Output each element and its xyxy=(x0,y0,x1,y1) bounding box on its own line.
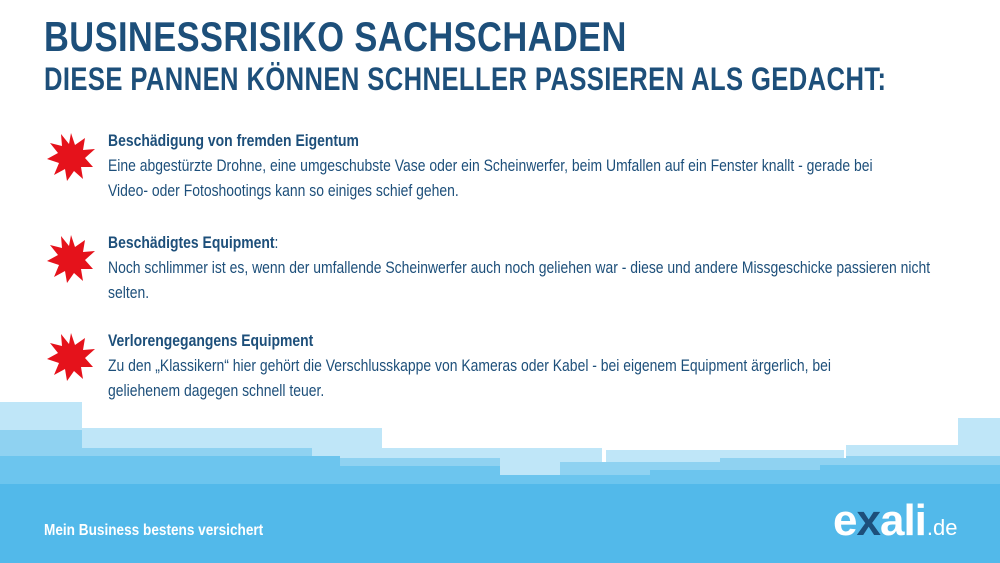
risk-item-description-line: Eine abgestürzte Drohne, eine umgeschubste Vase oder ein Scheinwerfer, beim Umfallen auf ein Fenster knallt - gerade bei xyxy=(108,156,873,175)
risk-item-description-line: geliehenem dagegen schnell teuer. xyxy=(108,381,325,400)
logo-ali: ali xyxy=(879,496,926,545)
logo-e: e xyxy=(833,496,857,545)
logo-x: x xyxy=(856,496,880,545)
page-title: BUSINESSRISIKO SACHSCHADEN xyxy=(44,13,627,60)
red-starburst-icon xyxy=(46,332,96,382)
page-subtitle: DIESE PANNEN KÖNNEN SCHNELLER PASSIEREN ALS GEDACHT: xyxy=(44,61,887,97)
risk-item-title: Beschädigtes Equipment: xyxy=(108,233,279,252)
risk-item-description-line: Noch schlimmer ist es, wenn der umfallende Scheinwerfer auch noch geliehen war - diese und andere Missgeschicke passieren nicht xyxy=(108,258,931,277)
risk-item-title: Beschädigung von fremden Eigentum xyxy=(108,131,359,150)
risk-item-description-line: Video- oder Fotoshootings kann so einiges schief gehen. xyxy=(108,181,459,200)
exali-logo[interactable] xyxy=(833,496,957,546)
logo-tld: .de xyxy=(926,515,958,540)
red-starburst-icon xyxy=(46,234,96,284)
risk-item-description-line: Zu den „Klassikern“ hier gehört die Verschlusskappe von Kameras oder Kabel - bei eigenem Equipment ärgerlich, bei xyxy=(108,356,831,375)
footer-tagline: Mein Business bestens versichert xyxy=(44,522,264,539)
red-starburst-icon xyxy=(46,132,96,182)
risk-item-title: Verlorengegangens Equipment xyxy=(108,331,314,350)
risk-item-description-line: selten. xyxy=(108,283,150,302)
